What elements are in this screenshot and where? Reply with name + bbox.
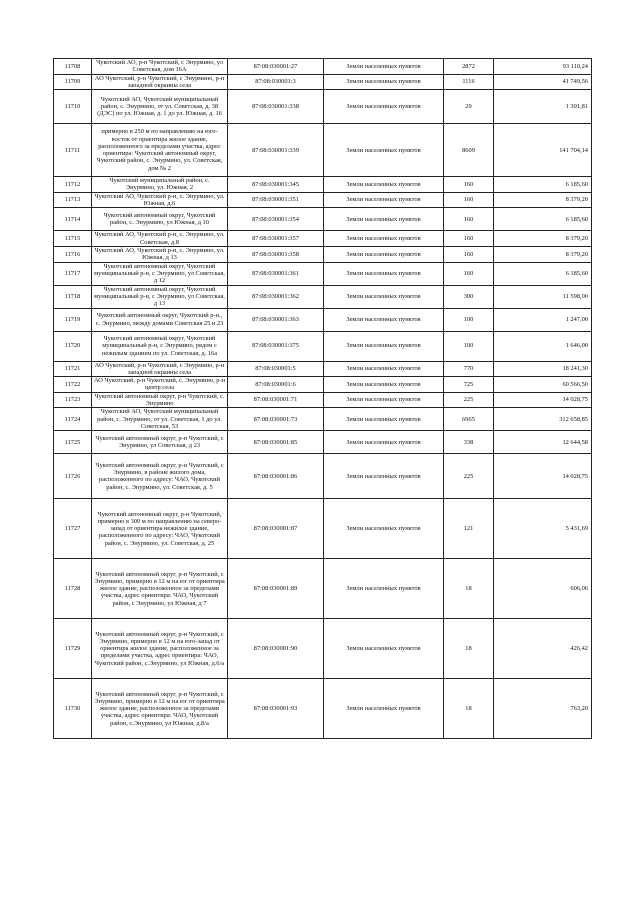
row-cadastral-number: 87:08:030001:3 [228, 74, 324, 90]
row-area: 225 [444, 454, 494, 499]
row-land-category: Земли населенных пунктов [324, 454, 444, 499]
row-area: 160 [444, 262, 494, 285]
row-number: 11726 [54, 454, 92, 499]
row-land-category: Земли населенных пунктов [324, 377, 444, 393]
table-row [54, 285, 592, 308]
row-cadastral-value: 312 658,85 [494, 408, 592, 431]
row-cadastral-value: 60 566,50 [494, 377, 592, 393]
row-number: 11713 [54, 192, 92, 208]
row-cadastral-value: 8 379,20 [494, 246, 592, 262]
row-land-category: Земли населенных пунктов [324, 231, 444, 247]
row-number: 11728 [54, 559, 92, 619]
row-number: 11723 [54, 392, 92, 408]
row-cadastral-number: 87:08:030001:89 [228, 559, 324, 619]
row-cadastral-value: 763,20 [494, 679, 592, 739]
row-area: 6965 [444, 408, 494, 431]
row-area: 160 [444, 208, 494, 231]
row-land-category: Земли населенных пунктов [324, 285, 444, 308]
row-address: АО Чукотский, р-н Чукотский, с Энурмино, р-н западной окраины села [92, 361, 228, 377]
row-cadastral-number: 87:08:030001:90 [228, 619, 324, 679]
row-area: 225 [444, 392, 494, 408]
row-area: 8609 [444, 124, 494, 177]
row-address: Чукотский АО, Чукотский р-н, с. Энурмино, ул. Советская, д.8 [92, 231, 228, 247]
table-row [54, 331, 592, 361]
table-row [54, 408, 592, 431]
table-row [54, 454, 592, 499]
row-address: примерно в 250 м по направлению на юго-восток от ориентира жилое здание, расположенного за пределами участка, адрес ориентира: Чукотский автономный округ, Чукотский район, с. Энурмино, ул. Советская, дом № 2 [92, 124, 228, 177]
row-address: Чукотский АО, Чукотский р-н, с. Энурмино, ул. Южная, д 13 [92, 246, 228, 262]
row-address: Чукотский АО, р-н Чукотский, с Энурмино, ул Советская, дом 16А [92, 59, 228, 75]
row-land-category: Земли населенных пунктов [324, 208, 444, 231]
row-cadastral-number: 87:08:030001:354 [228, 208, 324, 231]
row-land-category: Земли населенных пунктов [324, 408, 444, 431]
row-address: Чукотский автономный округ, Чукотский р-н., с. Энурмино, между домами Советская 25 и 23 [92, 308, 228, 331]
row-cadastral-value: 606,06 [494, 559, 592, 619]
table-row [54, 192, 592, 208]
row-number: 11718 [54, 285, 92, 308]
row-number: 11708 [54, 59, 92, 75]
row-number: 11727 [54, 499, 92, 559]
document-page [53, 58, 591, 739]
row-address: Чукотский автономный округ, р-н Чукотский, с Энурмино, ул Советская, д 23 [92, 431, 228, 454]
row-area: 338 [444, 431, 494, 454]
row-cadastral-number: 87:08:030001:339 [228, 124, 324, 177]
row-cadastral-value: 14 028,75 [494, 392, 592, 408]
row-area: 1116 [444, 74, 494, 90]
row-number: 11714 [54, 208, 92, 231]
row-land-category: Земли населенных пунктов [324, 431, 444, 454]
row-cadastral-value: 6 185,60 [494, 208, 592, 231]
row-cadastral-value: 5 431,69 [494, 499, 592, 559]
row-area: 18 [444, 619, 494, 679]
row-cadastral-value: 93 110,24 [494, 59, 592, 75]
row-address: Чукотский АО, Чукотский р-н, с. Энурмино, ул. Южная, д.6 [92, 192, 228, 208]
table-row [54, 262, 592, 285]
row-area: 100 [444, 308, 494, 331]
row-cadastral-value: 1 247,00 [494, 308, 592, 331]
row-cadastral-value: 1 646,00 [494, 331, 592, 361]
row-area: 160 [444, 177, 494, 193]
row-number: 11722 [54, 377, 92, 393]
row-number: 11719 [54, 308, 92, 331]
row-number: 11717 [54, 262, 92, 285]
row-address: Чукотский автономный округ, р-н Чукотский, с Энурмино, примерно в 12 м на юг от ориентира жилое здание, расположенное за пределами участка, адрес ориентира: ЧАО, Чукотский район, с.Энурмино, ул Южная, д.8/а [92, 679, 228, 739]
row-address: Чукотский автономный округ, р-н Чукотский, с Энурмино, примерно в 12 м на юго-запад от ориентира жилое здание, расположенное за пределами участка, адрес ориентира: ЧАО, Чукотский район, с.Энурмино, ул Южная, д.6/а [92, 619, 228, 679]
table-row [54, 619, 592, 679]
table-row [54, 74, 592, 90]
row-cadastral-number: 87:08:030001:363 [228, 308, 324, 331]
table-row [54, 559, 592, 619]
row-address: Чукотский автономный округ, р-н Чукотский, с. Энурмино [92, 392, 228, 408]
row-cadastral-number: 87:08:030001:87 [228, 499, 324, 559]
row-number: 11715 [54, 231, 92, 247]
row-land-category: Земли населенных пунктов [324, 74, 444, 90]
row-cadastral-number: 87:08:030001:358 [228, 246, 324, 262]
row-land-category: Земли населенных пунктов [324, 308, 444, 331]
table-row [54, 90, 592, 124]
row-cadastral-value: 14 028,75 [494, 454, 592, 499]
row-cadastral-value: 141 704,14 [494, 124, 592, 177]
table-row [54, 124, 592, 177]
row-cadastral-number: 87:08:030001:362 [228, 285, 324, 308]
row-land-category: Земли населенных пунктов [324, 679, 444, 739]
row-number: 11711 [54, 124, 92, 177]
row-number: 11709 [54, 74, 92, 90]
row-area: 29 [444, 90, 494, 124]
row-area: 160 [444, 231, 494, 247]
table-row [54, 679, 592, 739]
table-row [54, 231, 592, 247]
row-land-category: Земли населенных пунктов [324, 361, 444, 377]
row-land-category: Земли населенных пунктов [324, 262, 444, 285]
row-cadastral-value: 6 185,60 [494, 177, 592, 193]
table-row [54, 499, 592, 559]
row-number: 11729 [54, 619, 92, 679]
row-number: 11710 [54, 90, 92, 124]
row-cadastral-value: 18 241,30 [494, 361, 592, 377]
row-land-category: Земли населенных пунктов [324, 499, 444, 559]
row-land-category: Земли населенных пунктов [324, 124, 444, 177]
row-address: Чукотский АО, Чукотский муниципальный район, с. Энурмино, от ул. Советская, д. 38 (ДЭС) по ул. Южная, д. 1 до ул. Южная, д. 16 [92, 90, 228, 124]
row-area: 770 [444, 361, 494, 377]
row-area: 300 [444, 285, 494, 308]
row-area: 160 [444, 192, 494, 208]
table-row [54, 59, 592, 75]
row-number: 11716 [54, 246, 92, 262]
row-number: 11721 [54, 361, 92, 377]
row-number: 11725 [54, 431, 92, 454]
row-cadastral-number: 87:08:030001:338 [228, 90, 324, 124]
row-address: Чукотский автономный округ, р-н Чукотский, с Энурмино, примерно в 12 м на юг от ориентира жилое здание, расположенное за пределами участка, адрес ориентира: ЧАО, Чукотский район, с Энурмино, ул Южная, д 7 [92, 559, 228, 619]
row-cadastral-value: 1 301,81 [494, 90, 592, 124]
row-land-category: Земли населенных пунктов [324, 619, 444, 679]
row-address: Чукотский автономный округ, Чукотский муниципальный р-н, с Энурмино, рядом с нежилым зданием по ул. Советская, д. 16а [92, 331, 228, 361]
row-land-category: Земли населенных пунктов [324, 177, 444, 193]
row-cadastral-value: 41 749,56 [494, 74, 592, 90]
row-cadastral-number: 87:08:030001:6 [228, 377, 324, 393]
table-row [54, 361, 592, 377]
land-plots-table [53, 58, 592, 739]
row-cadastral-number: 87:08:030001:73 [228, 408, 324, 431]
table-row [54, 431, 592, 454]
row-number: 11730 [54, 679, 92, 739]
row-land-category: Земли населенных пунктов [324, 331, 444, 361]
table-row [54, 308, 592, 331]
row-address: Чукотский автономный округ, р-н Чукотский, примерно в 300 м по направлению на северо-запад от ориентира нежилое здание, расположенного по адресу: ЧАО, Чукотский район, с. Энурмино, ул. Советская, д. 25 [92, 499, 228, 559]
row-cadastral-value: 8 379,20 [494, 231, 592, 247]
row-cadastral-value: 12 644,58 [494, 431, 592, 454]
table-row [54, 177, 592, 193]
row-cadastral-number: 87:08:030001:357 [228, 231, 324, 247]
row-area: 121 [444, 499, 494, 559]
row-cadastral-number: 87:08:030001:86 [228, 454, 324, 499]
row-area: 725 [444, 377, 494, 393]
table-row [54, 246, 592, 262]
row-number: 11720 [54, 331, 92, 361]
row-address: Чукотский муниципальный район, с. Энурмино, ул. Южная, 2 [92, 177, 228, 193]
row-land-category: Земли населенных пунктов [324, 559, 444, 619]
row-cadastral-number: 87:08:030001:71 [228, 392, 324, 408]
row-address: Чукотский АО, Чукотский муниципальный район, с. Энурмино, от ул. Советская, 1 до ул. Советская, 53 [92, 408, 228, 431]
row-cadastral-value: 426,42 [494, 619, 592, 679]
row-address: АО Чукотский, р-н Чукотский, с. Энурмино, р-н центр села [92, 377, 228, 393]
row-address: Чукотский автономный округ, Чукотский муниципальный р-н, с Энурмино, ул Советская, д 13 [92, 285, 228, 308]
row-number: 11724 [54, 408, 92, 431]
row-address: АО Чукотский, р-н Чукотский, с Энурмино, р-н западной окраины села [92, 74, 228, 90]
table-row [54, 377, 592, 393]
table-row [54, 208, 592, 231]
row-address: Чукотский автономный округ, р-н Чукотский, с Энурмино, в районе жилого дома, расположенного по адресу: ЧАО, Чукотский район, с. Энурмино, ул. Советская, д. 5 [92, 454, 228, 499]
row-land-category: Земли населенных пунктов [324, 59, 444, 75]
row-address: Чукотский автономный округ, Чукотский район, с. Энурмино, ул Южная, д 10 [92, 208, 228, 231]
row-cadastral-value: 6 185,60 [494, 262, 592, 285]
row-cadastral-value: 11 598,00 [494, 285, 592, 308]
row-area: 100 [444, 331, 494, 361]
row-area: 18 [444, 559, 494, 619]
row-land-category: Земли населенных пунктов [324, 192, 444, 208]
row-land-category: Земли населенных пунктов [324, 90, 444, 124]
table-row [54, 392, 592, 408]
row-land-category: Земли населенных пунктов [324, 246, 444, 262]
row-cadastral-number: 87:08:030001:5 [228, 361, 324, 377]
row-cadastral-number: 87:08:030001:351 [228, 192, 324, 208]
row-cadastral-number: 87:08:030001:345 [228, 177, 324, 193]
row-area: 18 [444, 679, 494, 739]
table-body [54, 59, 592, 739]
row-cadastral-number: 87:08:030001:27 [228, 59, 324, 75]
row-cadastral-number: 87:08:030001:93 [228, 679, 324, 739]
row-land-category: Земли населенных пунктов [324, 392, 444, 408]
row-cadastral-value: 8 379,20 [494, 192, 592, 208]
row-cadastral-number: 87:08:030001:375 [228, 331, 324, 361]
row-area: 2872 [444, 59, 494, 75]
row-area: 160 [444, 246, 494, 262]
row-cadastral-number: 87:08:030001:361 [228, 262, 324, 285]
row-number: 11712 [54, 177, 92, 193]
row-address: Чукотский автономный округ, Чукотский муниципальный р-н, с Энурмино, ул Советская, д 12 [92, 262, 228, 285]
row-cadastral-number: 87:08:030001:85 [228, 431, 324, 454]
